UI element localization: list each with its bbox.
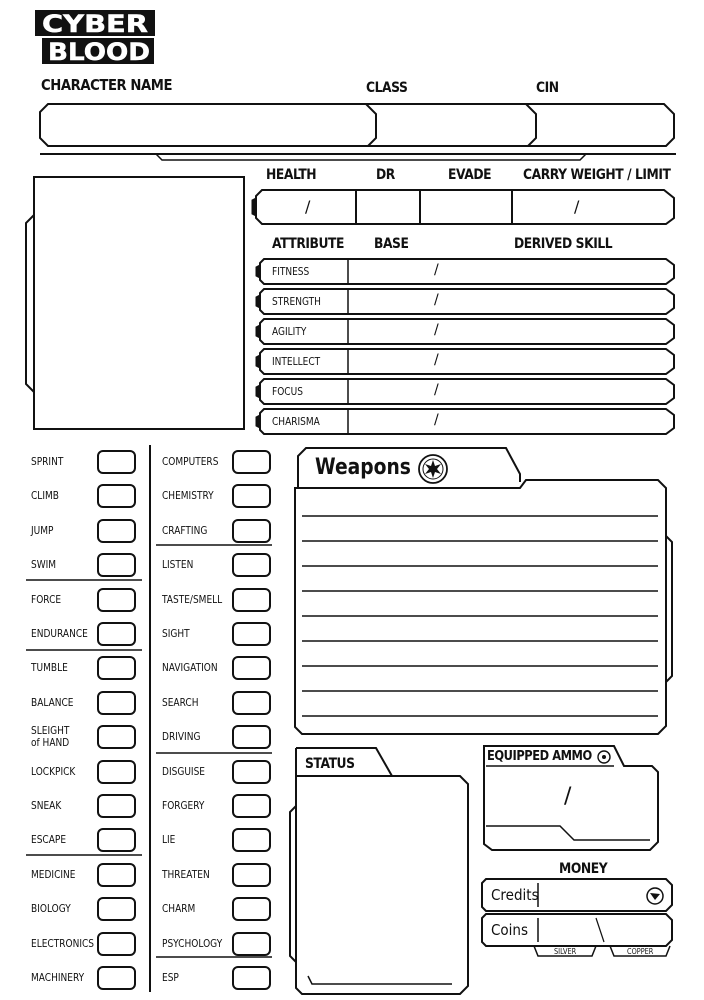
skill-label: DRIVING [162,730,201,744]
evade-label: EVADE [448,167,492,183]
attribute-derived-field[interactable] [450,261,664,282]
status-title: STATUS [305,756,355,772]
skill-label: LIE [162,833,176,847]
weapons-title: Weapons [315,455,411,480]
ammo-icon [596,749,612,765]
credits-field[interactable] [541,881,641,909]
svg-text:BLOOD: BLOOD [48,38,150,66]
skill-value-box[interactable] [97,691,136,715]
skill-label: BALANCE [31,695,74,709]
attribute-slash: / [434,322,439,338]
attribute-header: ATTRIBUTE [272,236,344,252]
weapons-icon [419,455,447,483]
attribute-label: FITNESS [272,265,310,278]
dr-field[interactable] [358,192,418,222]
skill-value-box[interactable] [97,863,136,887]
skill-value-box[interactable] [97,897,136,921]
skill-value-box[interactable] [97,519,136,543]
ammo-slash: / [564,784,572,809]
skill-value-box[interactable] [97,966,136,990]
logo-graphic [34,8,160,66]
health-field[interactable] [262,192,354,222]
skill-value-box[interactable] [232,932,271,956]
copper-label: COPPER [627,947,654,956]
silver-label: SILVER [554,947,577,956]
skill-label: ENDURANCE [31,627,88,640]
credits-label: Credits [491,886,539,904]
skill-value-box[interactable] [232,519,271,543]
skill-value-box[interactable] [232,794,271,818]
skill-value-box[interactable] [232,656,271,680]
skill-label: CRAFTING [162,523,208,537]
skill-label: CHEMISTRY [162,489,214,503]
money-title: MONEY [559,861,608,877]
skill-label: SLEIGHT of HAND [31,724,70,750]
evade-field[interactable] [422,192,510,222]
skill-label: MEDICINE [31,867,76,881]
skill-value-box[interactable] [232,828,271,852]
health-label: HEALTH [266,167,317,183]
skill-label: THREATEN [162,867,210,881]
coins-label: Coins [491,921,529,939]
equipped-ammo-title: EQUIPPED AMMO [487,749,592,764]
attribute-label: AGILITY [272,325,307,338]
skill-label: ESP [162,971,179,984]
ammo-field[interactable] [488,770,652,824]
skill-label: ELECTRONICS [31,936,95,950]
attribute-slash: / [434,382,439,398]
skill-value-box[interactable] [97,622,136,646]
skill-value-box[interactable] [232,691,271,715]
base-header: BASE [374,236,409,252]
skill-value-box[interactable] [232,484,271,508]
skill-value-box[interactable] [97,450,136,474]
attribute-base-field[interactable] [350,381,430,402]
svg-text:CYBER: CYBER [42,10,148,38]
skill-label: PSYCHOLOGY [162,936,223,950]
skill-value-box[interactable] [232,588,271,612]
attribute-derived-field[interactable] [450,291,664,312]
class-field[interactable] [378,106,524,144]
skill-label: SPRINT [31,455,64,468]
skill-label: JUMP [31,523,54,537]
weapons-area[interactable] [300,492,662,728]
skill-value-box[interactable] [232,897,271,921]
attribute-derived-field[interactable] [450,381,664,402]
skill-value-box[interactable] [232,725,271,749]
cin-field[interactable] [538,106,666,144]
skill-label: COMPUTERS [162,455,219,468]
skill-label: LISTEN [162,558,194,572]
skill-label: SNEAK [31,799,62,812]
skill-label: SIGHT [162,627,190,640]
skill-label: LOCKPICK [31,764,76,778]
silver-field[interactable] [541,916,597,944]
skill-label: ESCAPE [31,833,67,847]
skill-value-box[interactable] [97,760,136,784]
skill-value-box[interactable] [97,794,136,818]
copper-field[interactable] [606,916,666,944]
credits-icon [646,887,664,905]
skill-value-box[interactable] [232,966,271,990]
skill-value-box[interactable] [232,863,271,887]
character-name-field[interactable] [44,106,364,144]
attribute-slash: / [434,352,439,368]
carry-weight-field[interactable] [514,192,668,222]
carry-slash: / [574,197,580,216]
skill-value-box[interactable] [97,656,136,680]
skill-value-box[interactable] [232,760,271,784]
skill-label: SWIM [31,558,57,572]
skill-label: DISGUISE [162,764,206,778]
carry-weight-label: CARRY WEIGHT / LIMIT [523,167,671,183]
character-name-label: CHARACTER NAME [41,76,173,94]
class-label: CLASS [366,80,408,96]
skill-value-box[interactable] [97,484,136,508]
attribute-label: INTELLECT [272,355,321,368]
dr-label: DR [376,167,395,183]
attribute-base-field[interactable] [350,411,430,432]
attribute-base-field[interactable] [350,321,430,342]
logo [34,8,160,66]
attribute-label: CHARISMA [272,415,320,428]
attribute-derived-field[interactable] [450,411,664,432]
skill-label: BIOLOGY [31,902,71,916]
attribute-base-field[interactable] [350,291,430,312]
skill-value-box[interactable] [232,553,271,577]
skill-label: FORGERY [162,799,205,812]
attribute-derived-field[interactable] [450,351,664,372]
skill-label: MACHINERY [31,971,85,984]
skill-value-box[interactable] [97,588,136,612]
skill-label: NAVIGATION [162,661,218,675]
skill-value-box[interactable] [97,932,136,956]
derived-skill-header: DERIVED SKILL [514,236,613,252]
skill-value-box[interactable] [97,553,136,577]
attribute-base-field[interactable] [350,261,430,282]
attribute-base-field[interactable] [350,351,430,372]
skill-label: CLIMB [31,489,59,503]
skill-label: SEARCH [162,695,199,709]
attribute-label: FOCUS [272,385,303,398]
attribute-slash: / [434,262,439,278]
health-slash: / [305,197,311,216]
attribute-slash: / [434,292,439,308]
skill-value-box[interactable] [97,725,136,749]
cin-label: CIN [536,80,559,96]
skill-label: TASTE/SMELL [162,592,223,606]
skill-label: TUMBLE [31,661,68,675]
skill-value-box[interactable] [232,622,271,646]
skill-value-box[interactable] [232,450,271,474]
attribute-label: STRENGTH [272,295,321,308]
skill-label: FORCE [31,592,62,606]
skill-value-box[interactable] [97,828,136,852]
attribute-slash: / [434,412,439,428]
skill-label: CHARM [162,902,196,916]
status-area[interactable] [300,780,462,978]
attribute-derived-field[interactable] [450,321,664,342]
portrait-area[interactable] [36,179,242,427]
